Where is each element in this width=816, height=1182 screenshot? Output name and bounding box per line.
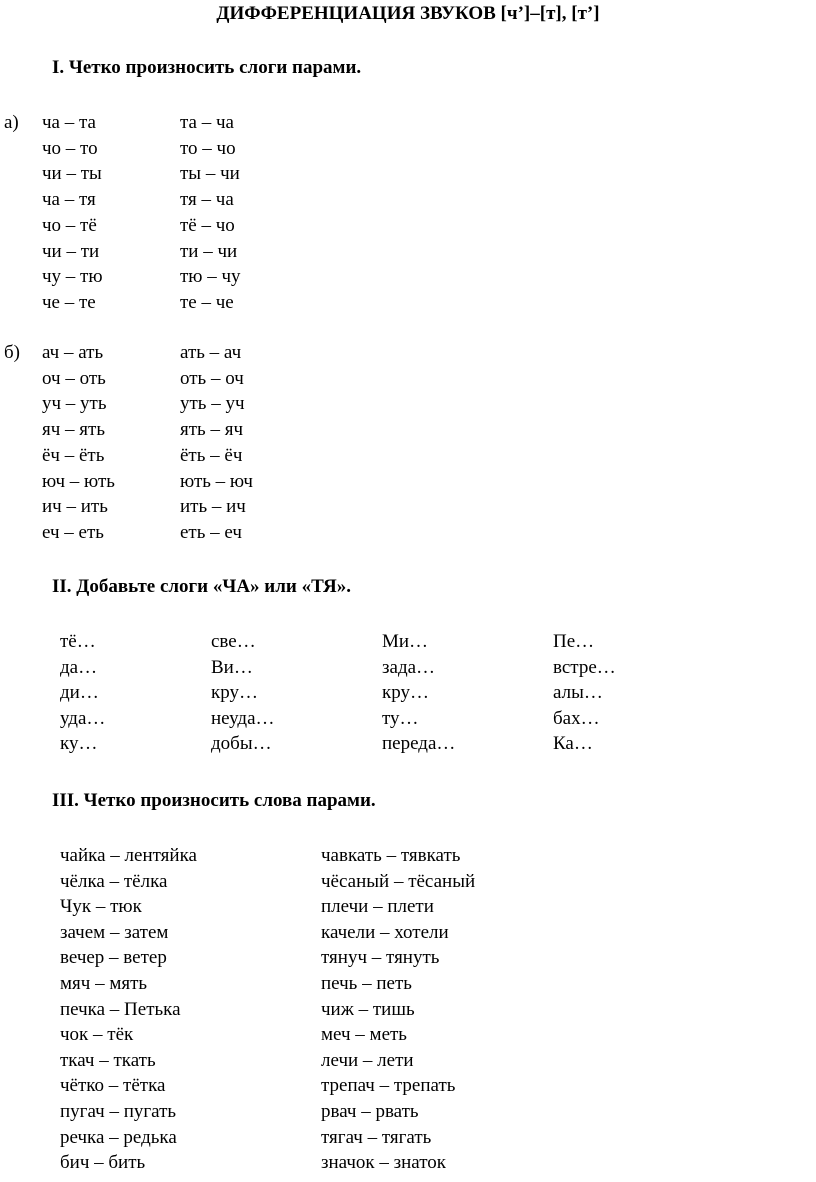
word-pair: чёсаный – тёсаный [321, 870, 476, 892]
syllable-pair: ти – чи [180, 240, 238, 262]
syllable-pair: чи – ти [42, 240, 100, 262]
syllable-pair: та – ча [180, 112, 234, 133]
word-pair: меч – меть [321, 1024, 407, 1046]
word-pair: чайка – лентяйка [60, 845, 197, 866]
syllable-pair: уть – уч [180, 393, 245, 415]
word-pair: бич – бить [60, 1152, 146, 1174]
syllable-pair: тя – ча [180, 189, 234, 211]
word-pair: чиж – тишь [321, 998, 415, 1020]
syllable-pair: те – че [180, 291, 234, 313]
section-3-heading: III. Четко произносить слова парами. [52, 790, 376, 811]
word-fragment: бах… [553, 707, 600, 729]
syllable-pair: юч – ють [42, 470, 115, 492]
syllable-pair: еч – еть [42, 521, 104, 543]
word-pair: печь – петь [321, 973, 412, 994]
syllable-pair: ач – ать [42, 342, 104, 363]
word-pair: значок – знаток [321, 1152, 447, 1174]
word-fragment: ди… [60, 682, 99, 703]
word-fragment: зада… [382, 656, 436, 678]
word-pair: плечи – плети [321, 896, 434, 918]
word-pair: трепач – трепать [321, 1075, 456, 1097]
word-pair: тянуч – тянуть [321, 947, 440, 969]
syllable-pair: ють – юч [180, 470, 253, 492]
syllable-pair: че – те [42, 291, 96, 313]
word-fragment: переда… [382, 733, 456, 754]
word-fragment: Ми… [382, 631, 429, 652]
word-pair: тягач – тягать [321, 1126, 432, 1148]
word-pair: пугач – пугать [60, 1101, 177, 1122]
syllable-pair: ич – ить [42, 496, 108, 518]
word-pair: ткач – ткать [60, 1049, 156, 1071]
section-2-heading: II. Добавьте слоги «ЧА» или «ТЯ». [52, 576, 352, 597]
syllable-pair: оч – оть [42, 367, 106, 389]
word-pair: Чук – тюк [60, 896, 142, 918]
word-fragment: ку… [60, 733, 98, 754]
section-1-heading: I. Четко произносить слоги парами. [52, 57, 362, 78]
syllable-pair: уч – уть [42, 393, 107, 415]
syllable-pair: чу – тю [42, 266, 103, 288]
word-fragment: Ви… [211, 656, 253, 678]
syllable-pair: то – чо [180, 137, 236, 159]
word-fragment: уда… [60, 707, 106, 729]
word-fragment: да… [60, 656, 98, 678]
word-fragment: кру… [382, 682, 429, 703]
syllable-pair: чи – ты [42, 163, 102, 185]
syllable-pair: ча – тя [42, 189, 96, 211]
word-pair: мяч – мять [60, 973, 148, 994]
word-fragment: добы… [211, 733, 272, 754]
word-fragment: ту… [382, 707, 419, 729]
syllable-pair: ты – чи [180, 163, 240, 185]
syllable-pair: чо – тё [42, 214, 97, 236]
word-fragment: Пе… [553, 631, 595, 652]
word-pair: рвач – рвать [321, 1101, 419, 1122]
word-pair: речка – редька [60, 1126, 177, 1148]
word-pair: печка – Петька [60, 998, 181, 1020]
word-pair: чёлка – тёлка [60, 870, 168, 892]
syllable-pair: ить – ич [180, 496, 246, 518]
word-pair: чавкать – тявкать [321, 845, 461, 866]
word-fragment: неуда… [211, 707, 275, 729]
syllable-pair: ёть – ёч [180, 444, 243, 466]
word-fragment: встре… [553, 656, 616, 678]
syllable-pair: ча – та [42, 112, 96, 133]
syllable-pair: яч – ять [42, 419, 106, 441]
word-pair: качели – хотели [321, 921, 449, 943]
syllable-pair: ять – яч [180, 419, 244, 441]
group-a-label: а) [4, 112, 19, 133]
word-fragment: све… [211, 631, 256, 652]
word-fragment: Ка… [553, 733, 593, 754]
syllable-pair: ёч – ёть [42, 444, 105, 466]
syllable-pair: еть – еч [180, 521, 242, 543]
page-title: ДИФФЕРЕНЦИАЦИЯ ЗВУКОВ [ч’]–[т], [т’] [216, 3, 600, 24]
word-fragment: кру… [211, 682, 258, 703]
syllable-pair: оть – оч [180, 367, 244, 389]
word-fragment: тё… [60, 631, 96, 652]
word-pair: лечи – лети [321, 1049, 414, 1071]
syllable-pair: ать – ач [180, 342, 242, 363]
syllable-pair: тю – чу [180, 266, 241, 288]
word-pair: вечер – ветер [60, 947, 167, 969]
syllable-pair: чо – то [42, 137, 98, 159]
syllable-pair: тё – чо [180, 214, 235, 236]
word-fragment: алы… [553, 682, 603, 703]
word-pair: чок – тёк [60, 1024, 134, 1046]
group-b-label: б) [4, 342, 20, 363]
word-pair: зачем – затем [60, 921, 169, 943]
word-pair: чётко – тётка [60, 1075, 166, 1097]
